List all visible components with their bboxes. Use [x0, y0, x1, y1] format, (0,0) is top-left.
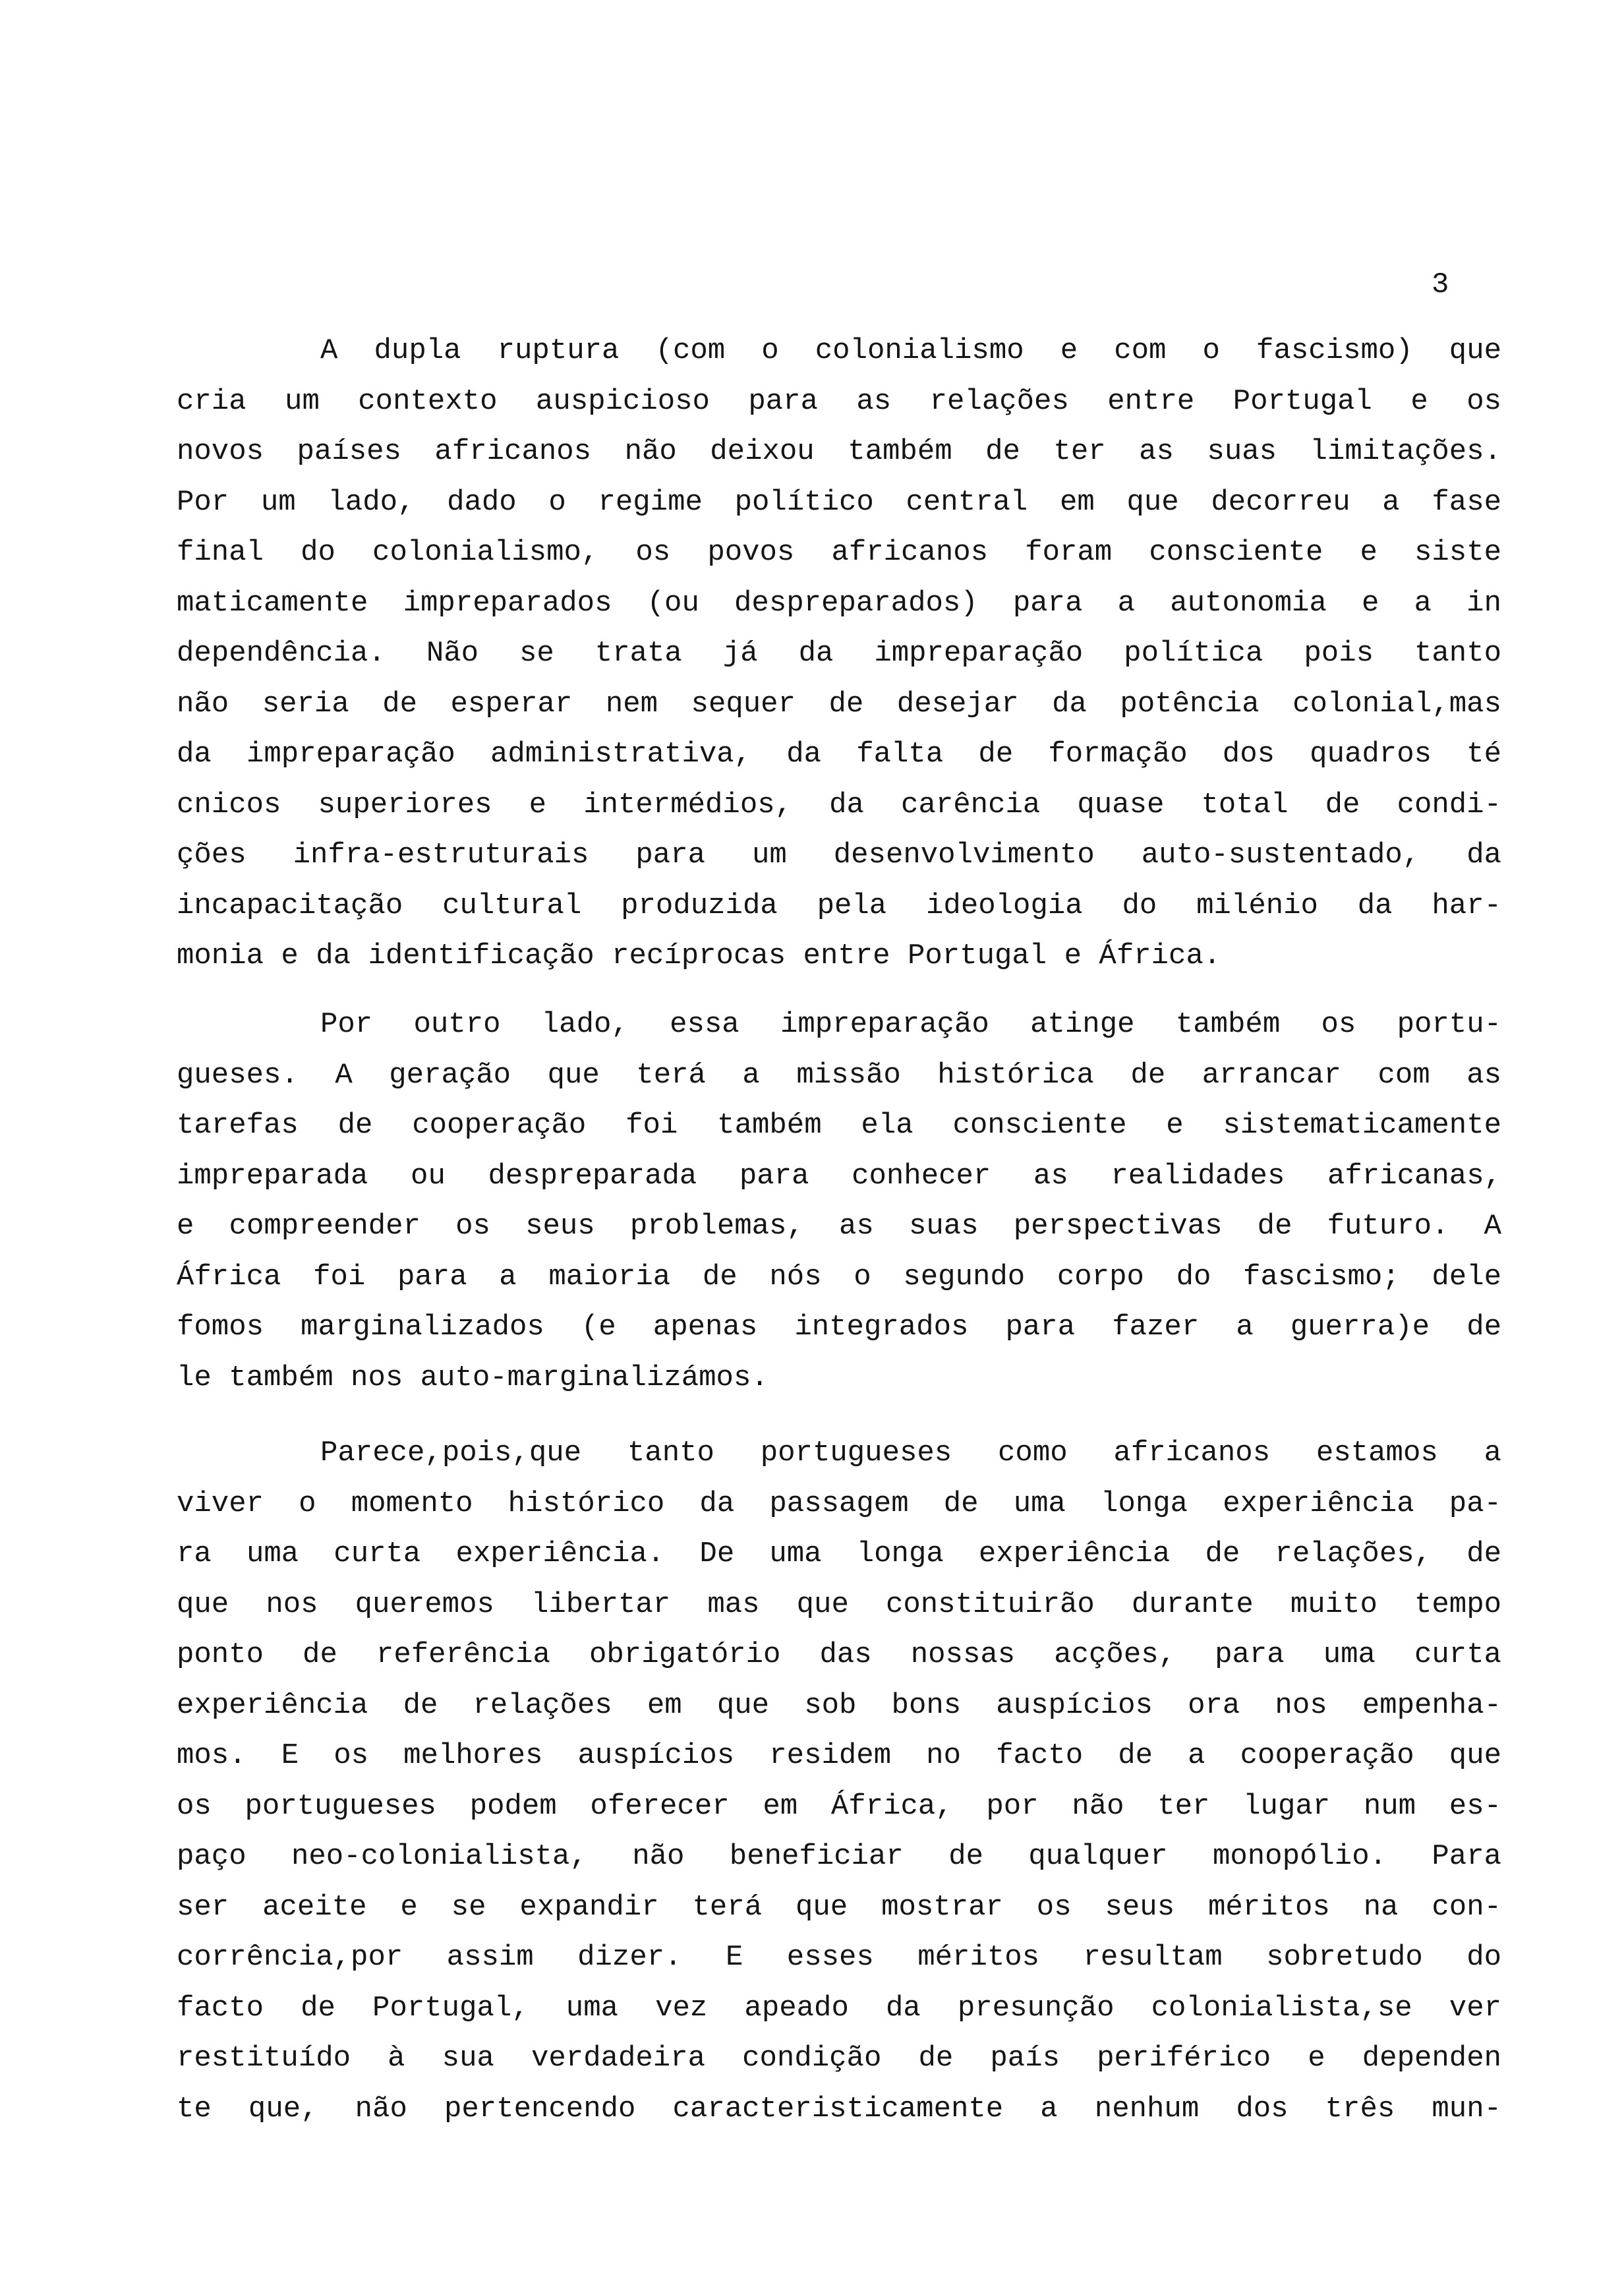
page-number: 3	[1432, 268, 1449, 301]
text-line: facto de Portugal, uma vez apeado da presunção colonialista,se ver	[177, 1991, 1501, 2025]
text-line: cria um contexto auspicioso para as relações entre Portugal e os	[177, 384, 1501, 418]
text-line: que nos queremos libertar mas que constituirão durante muito tempo	[177, 1588, 1501, 1621]
text-line: viver o momento histórico da passagem de uma longa experiência pa-	[177, 1487, 1501, 1520]
text-line: ser aceite e se expandir terá que mostrar os seus méritos na con-	[177, 1890, 1501, 1924]
text-line: corrência,por assim dizer. E esses méritos resultam sobretudo do	[177, 1941, 1501, 1974]
text-line: le também nos auto-marginalizámos.	[177, 1361, 768, 1394]
text-line: incapacitação cultural produzida pela ideologia do milénio da har-	[177, 889, 1501, 922]
text-line: restituído à sua verdadeira condição de país periférico e dependen	[177, 2042, 1501, 2075]
text-line: ponto de referência obrigatório das nossas acções, para uma curta	[177, 1638, 1501, 1671]
text-line: Por outro lado, essa impreparação atinge também os portu-	[320, 1008, 1501, 1041]
text-line: experiência de relações em que sob bons auspícios ora nos empenha-	[177, 1688, 1501, 1722]
text-line: final do colonialismo, os povos africanos foram consciente e siste	[177, 536, 1501, 569]
text-line: gueses. A geração que terá a missão histórica de arrancar com as	[177, 1058, 1501, 1092]
text-line: impreparada ou despreparada para conhecer as realidades africanas,	[177, 1159, 1501, 1193]
text-line: monia e da identificação recíprocas entre Portugal e África.	[177, 939, 1221, 972]
text-line: África foi para a maioria de nós o segundo corpo do fascismo; dele	[177, 1260, 1501, 1293]
text-line: paço neo-colonialista, não beneficiar de qualquer monopólio. Para	[177, 1840, 1501, 1873]
text-line: maticamente impreparados (ou despreparados) para a autonomia e a in	[177, 586, 1501, 620]
text-line: Por um lado, dado o regime político central em que decorreu a fase	[177, 485, 1501, 519]
text-line: ra uma curta experiência. De uma longa experiência de relações, de	[177, 1537, 1501, 1570]
text-line: mos. E os melhores auspícios residem no facto de a cooperação que	[177, 1739, 1501, 1772]
paragraph-1	[177, 326, 1501, 982]
text-line: e compreender os seus problemas, as suas perspectivas de futuro. A	[177, 1210, 1501, 1243]
paragraph-3	[177, 1428, 1501, 2134]
text-line: fomos marginalizados (e apenas integrados para fazer a guerra)e de	[177, 1311, 1501, 1344]
text-line: cnicos superiores e intermédios, da carência quase total de condi-	[177, 788, 1501, 821]
text-line: dependência. Não se trata já da impreparação política pois tanto	[177, 637, 1501, 670]
text-line: A dupla ruptura (com o colonialismo e com o fascismo) que	[320, 334, 1501, 367]
text-line: os portugueses podem oferecer em África, por não ter lugar num es-	[177, 1789, 1501, 1823]
text-line: ções infra-estruturais para um desenvolvimento auto-sustentado, da	[177, 839, 1501, 872]
text-line: não seria de esperar nem sequer de desejar da potência colonial,mas	[177, 687, 1501, 721]
text-line: Parece,pois,que tanto portugueses como africanos estamos a	[320, 1437, 1501, 1470]
text-line: da impreparação administrativa, da falta de formação dos quadros té	[177, 738, 1501, 771]
text-line: te que, não pertencendo caracteristicamente a nenhum dos três mun-	[177, 2092, 1501, 2126]
text-line: novos países africanos não deixou também de ter as suas limitações.	[177, 435, 1501, 468]
paragraph-2	[177, 999, 1501, 1403]
text-line: tarefas de cooperação foi também ela consciente e sistematicamente	[177, 1109, 1501, 1142]
